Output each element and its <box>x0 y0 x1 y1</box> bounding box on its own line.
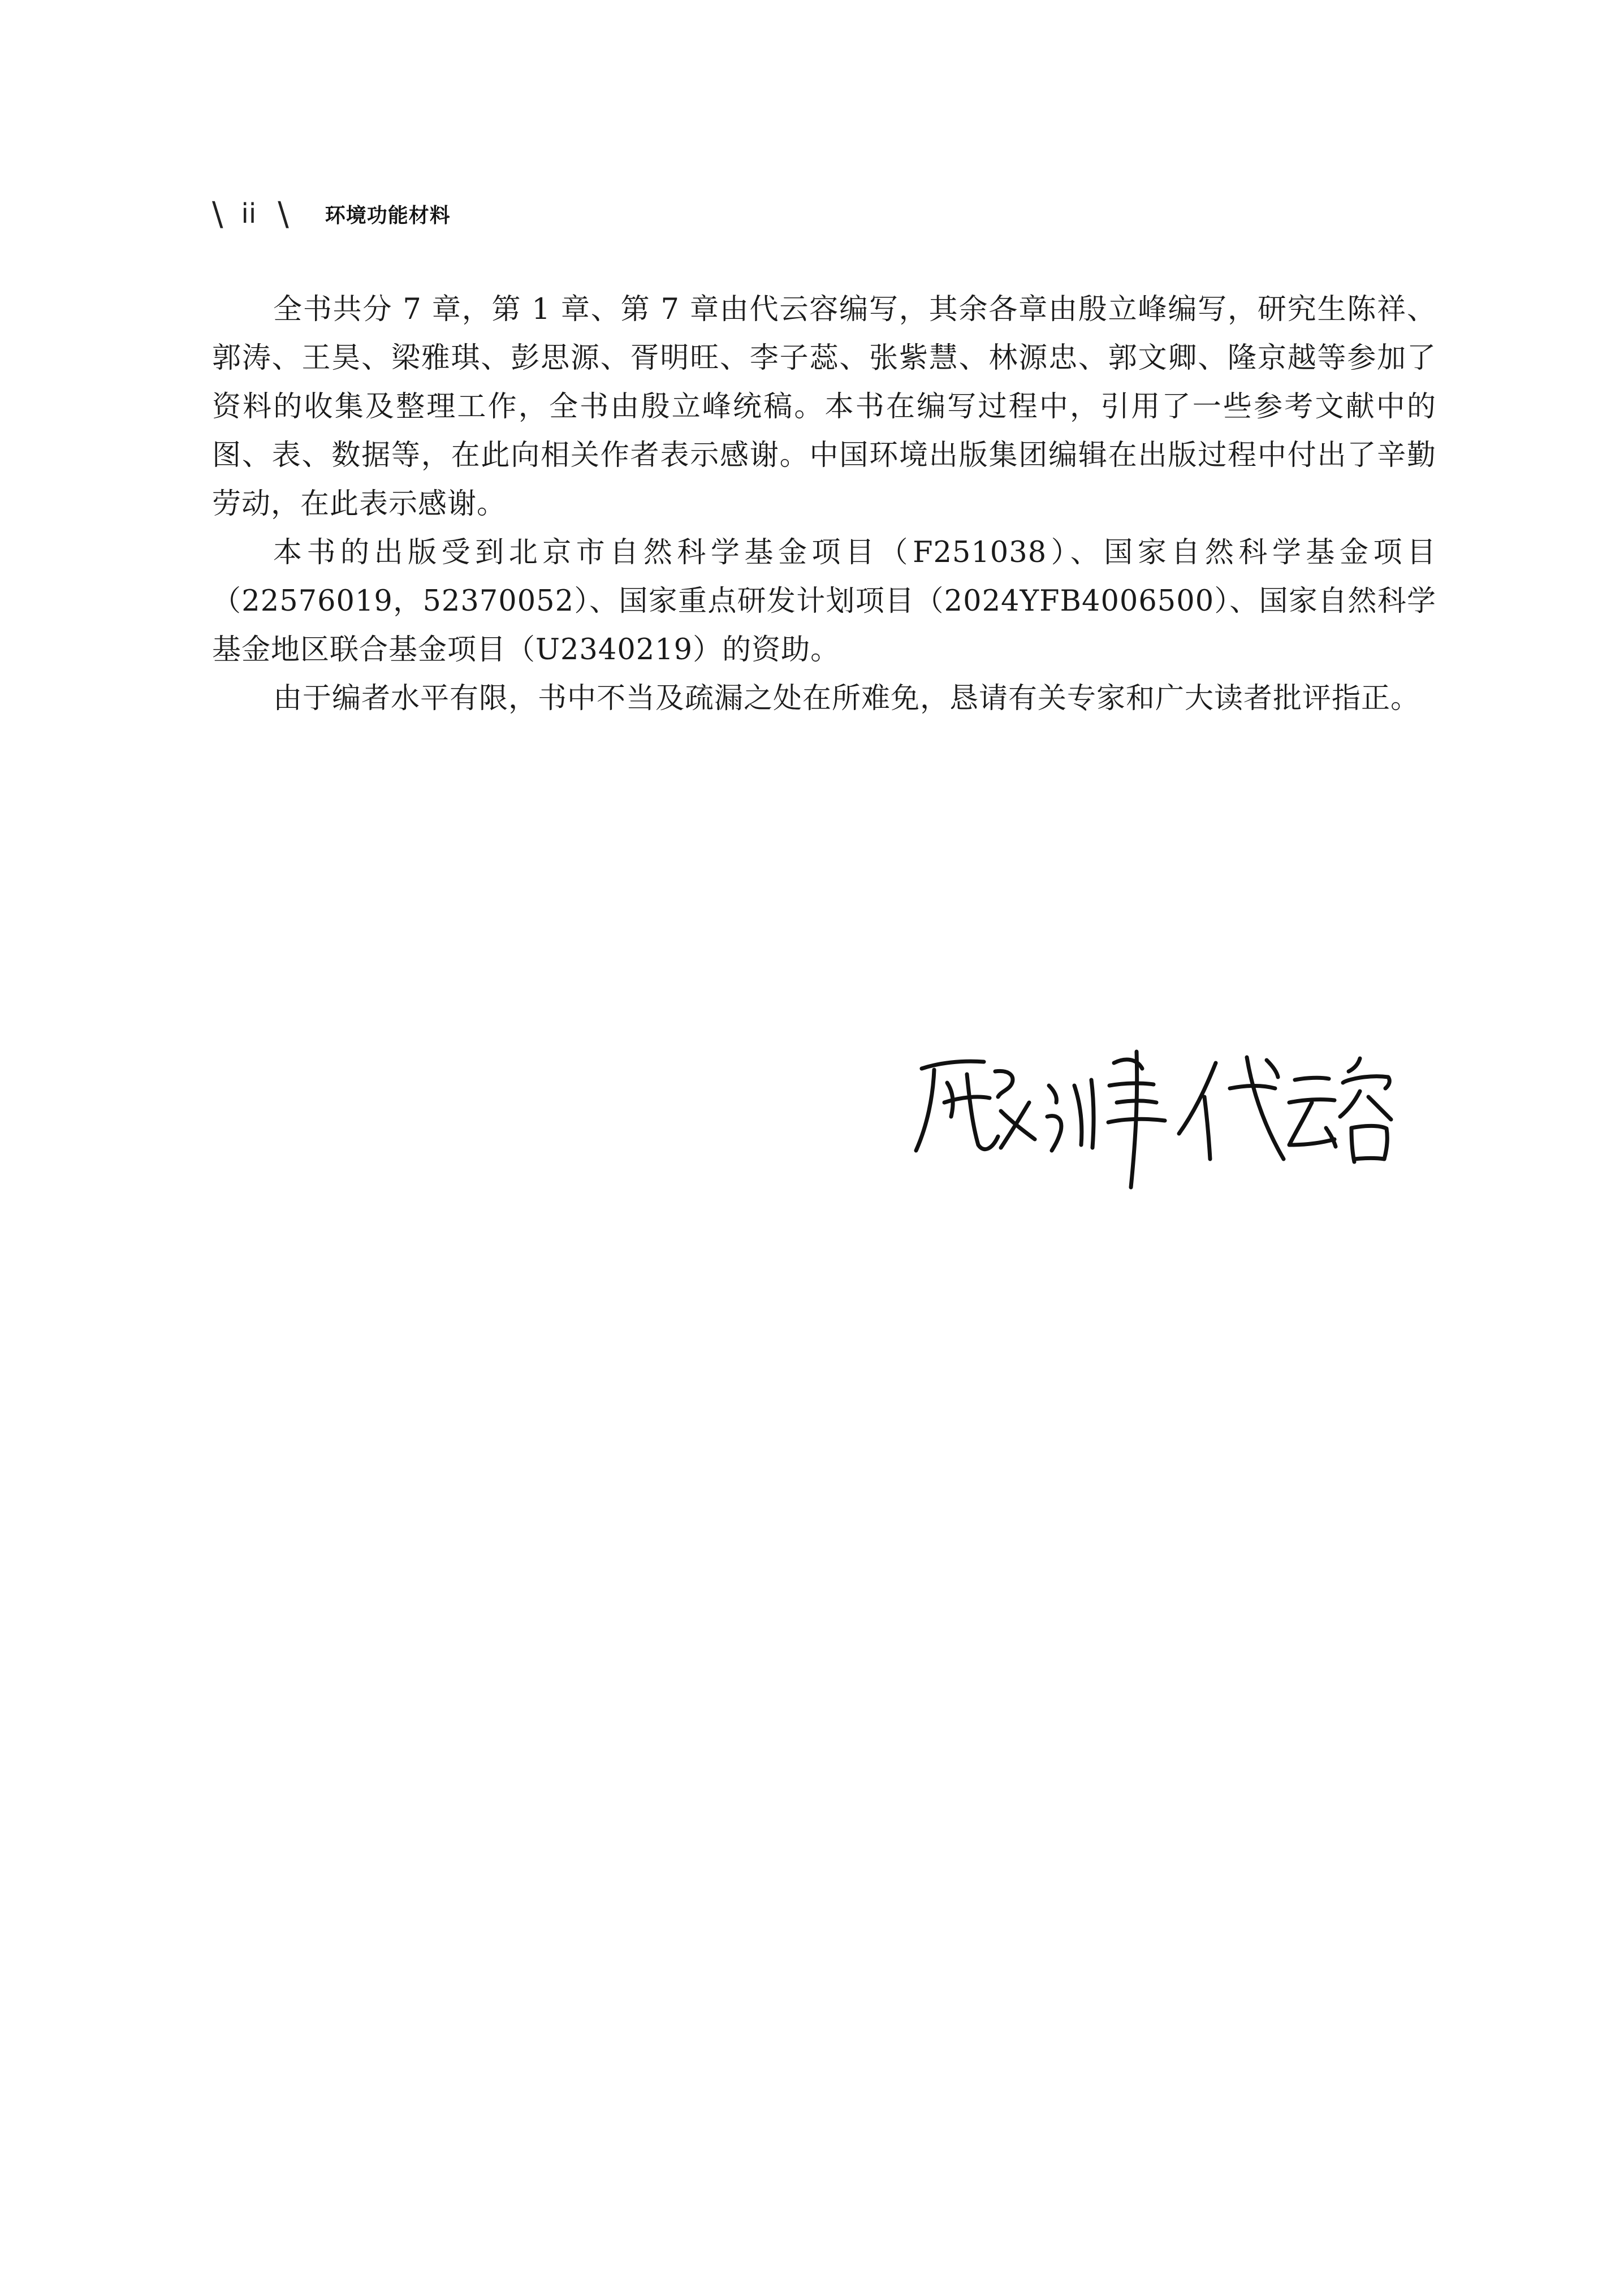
handwritten-signature <box>899 1018 1397 1199</box>
preface-body <box>212 286 1436 723</box>
header-separator-right: \ <box>278 194 289 233</box>
running-header <box>212 191 451 236</box>
header-separator-left: \ <box>212 194 223 233</box>
page-number: ii <box>241 198 257 230</box>
signature-image <box>899 1018 1397 1199</box>
book-title: 环境功能材料 <box>325 204 451 227</box>
paragraph-apology: 由于编者水平有限，书中不当及疏漏之处在所难免，恳请有关专家和广大读者批评指正。 <box>273 682 1420 715</box>
paragraph-authorship: 全书共分 7 章，第 1 章、第 7 章由代云容编写，其余各章由殷立峰编写，研究生陈祥、郭涛、王昊、梁雅琪、彭思源、胥明旺、李子蕊、张紫慧、林源忠、郭文卿、隆京越等参加了资料的收集及整理工作，全书由殷立峰统稿。本书在编写过程中，引用了一些参考文献中的图、表、数据等，在此向相关作者表示感谢。中国环境出版集团编辑在出版过程中付出了辛勤劳动，在此表示感谢。 <box>212 293 1436 521</box>
paragraph-funding: 本书的出版受到北京市自然科学基金项目（F251038）、国家自然科学基金项目（22576019，52370052）、国家重点研发计划项目（2024YFB4006500）、国家自然科学基金地区联合基金项目（U2340219）的资助。 <box>212 536 1436 667</box>
